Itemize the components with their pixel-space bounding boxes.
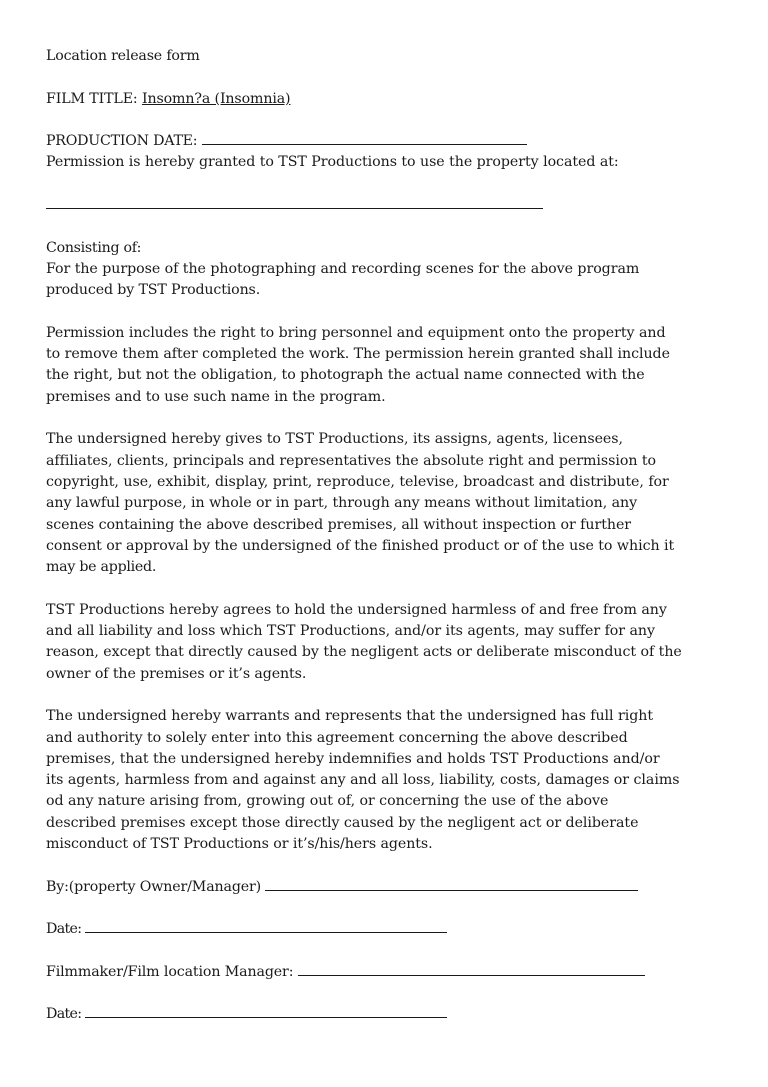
paragraph-line: premises and to use such name in the program. bbox=[46, 388, 386, 405]
paragraph-line: TST Productions hereby agrees to hold the undersigned harmless of and free from any bbox=[46, 601, 667, 618]
paragraph-line: its agents, harmless from and against any and all loss, liability, costs, damages or claims bbox=[46, 772, 680, 789]
paragraph-line: any lawful purpose, in whole or in part, through any means without limitation, any bbox=[46, 495, 638, 512]
date-row-2 bbox=[46, 1004, 726, 1025]
spacer bbox=[46, 302, 726, 323]
paragraph-line: od any nature arising from, growing out of, or concerning the use of the above bbox=[46, 793, 609, 810]
paragraph-line: and authority to solely enter into this agreement concerning the above described bbox=[46, 729, 628, 746]
spacer bbox=[46, 685, 726, 706]
form-title: Location release form bbox=[46, 48, 200, 64]
permission-line: Permission is hereby granted to TST Productions to use the property located at: bbox=[46, 154, 619, 171]
location-release-form bbox=[46, 46, 726, 1026]
film-title-row bbox=[46, 89, 726, 110]
paragraph-line: to remove them after completed the work. The permission herein granted shall include bbox=[46, 346, 670, 363]
filmmaker-signature-field[interactable] bbox=[298, 962, 645, 976]
permission-paragraph bbox=[46, 323, 726, 408]
spacer bbox=[46, 174, 726, 195]
paragraph-line: reason, except that directly caused by the negligent acts or deliberate misconduct of the bbox=[46, 644, 682, 661]
date-label: Date: bbox=[46, 1006, 86, 1023]
spacer bbox=[46, 216, 726, 237]
production-date-field[interactable] bbox=[202, 131, 527, 145]
production-date-row bbox=[46, 131, 726, 152]
owner-signature-label: By:(property Owner/Manager) bbox=[46, 878, 266, 895]
production-date-label: PRODUCTION DATE: bbox=[46, 133, 202, 150]
harmless-paragraph bbox=[46, 600, 726, 685]
date-row-1 bbox=[46, 919, 726, 940]
consisting-label: Consisting of: bbox=[46, 239, 142, 256]
date-field-2[interactable] bbox=[85, 1004, 447, 1018]
spacer bbox=[46, 408, 726, 429]
date-field-1[interactable] bbox=[85, 919, 447, 933]
spacer bbox=[46, 110, 726, 131]
filmmaker-signature-label: Filmmaker/Film location Manager: bbox=[46, 963, 298, 980]
paragraph-line: may be applied. bbox=[46, 559, 157, 576]
filmmaker-signature-row bbox=[46, 962, 726, 983]
paragraph-line: consent or approval by the undersigned of the finished product or of the use to which it bbox=[46, 537, 675, 554]
date-label: Date: bbox=[46, 921, 86, 938]
purpose-line: For the purpose of the photographing and recording scenes for the above program bbox=[46, 260, 640, 277]
spacer bbox=[46, 983, 726, 1004]
film-title-label: FILM TITLE: bbox=[46, 90, 142, 107]
paragraph-line: and all liability and loss which TST Productions, and/or its agents, may suffer for any bbox=[46, 623, 655, 640]
owner-signature-row bbox=[46, 877, 726, 898]
paragraph-line: The undersigned hereby warrants and represents that the undersigned has full right bbox=[46, 708, 653, 725]
paragraph-line: the right, but not the obligation, to photograph the actual name connected with the bbox=[46, 367, 645, 384]
purpose-line: produced by TST Productions. bbox=[46, 282, 261, 299]
spacer bbox=[46, 855, 726, 876]
paragraph-line: Permission includes the right to bring personnel and equipment onto the property and bbox=[46, 324, 666, 341]
spacer bbox=[46, 940, 726, 961]
undersigned-paragraph bbox=[46, 429, 726, 578]
property-address-field[interactable] bbox=[46, 195, 543, 209]
property-address-row bbox=[46, 195, 726, 216]
owner-signature-field[interactable] bbox=[265, 877, 638, 891]
spacer bbox=[46, 898, 726, 919]
paragraph-line: premises, that the undersigned hereby indemnifies and holds TST Productions and/or bbox=[46, 750, 660, 767]
paragraph-line: owner of the premises or it’s agents. bbox=[46, 665, 307, 682]
paragraph-line: scenes containing the above described premises, all without inspection or further bbox=[46, 516, 632, 533]
paragraph-line: affiliates, clients, principals and representatives the absolute right and permission to bbox=[46, 452, 657, 469]
spacer bbox=[46, 578, 726, 599]
warrants-paragraph bbox=[46, 706, 726, 855]
paragraph-line: misconduct of TST Productions or it’s/his/hers agents. bbox=[46, 835, 433, 852]
paragraph-line: copyright, use, exhibit, display, print, reproduce, televise, broadcast and distribute, for bbox=[46, 473, 669, 490]
spacer bbox=[46, 67, 726, 88]
film-title-value: Insomn?a (Insomnia) bbox=[141, 90, 291, 107]
paragraph-line: described premises except those directly caused by the negligent act or deliberate bbox=[46, 814, 639, 831]
paragraph-line: The undersigned hereby gives to TST Productions, its assigns, agents, licensees, bbox=[46, 431, 623, 448]
